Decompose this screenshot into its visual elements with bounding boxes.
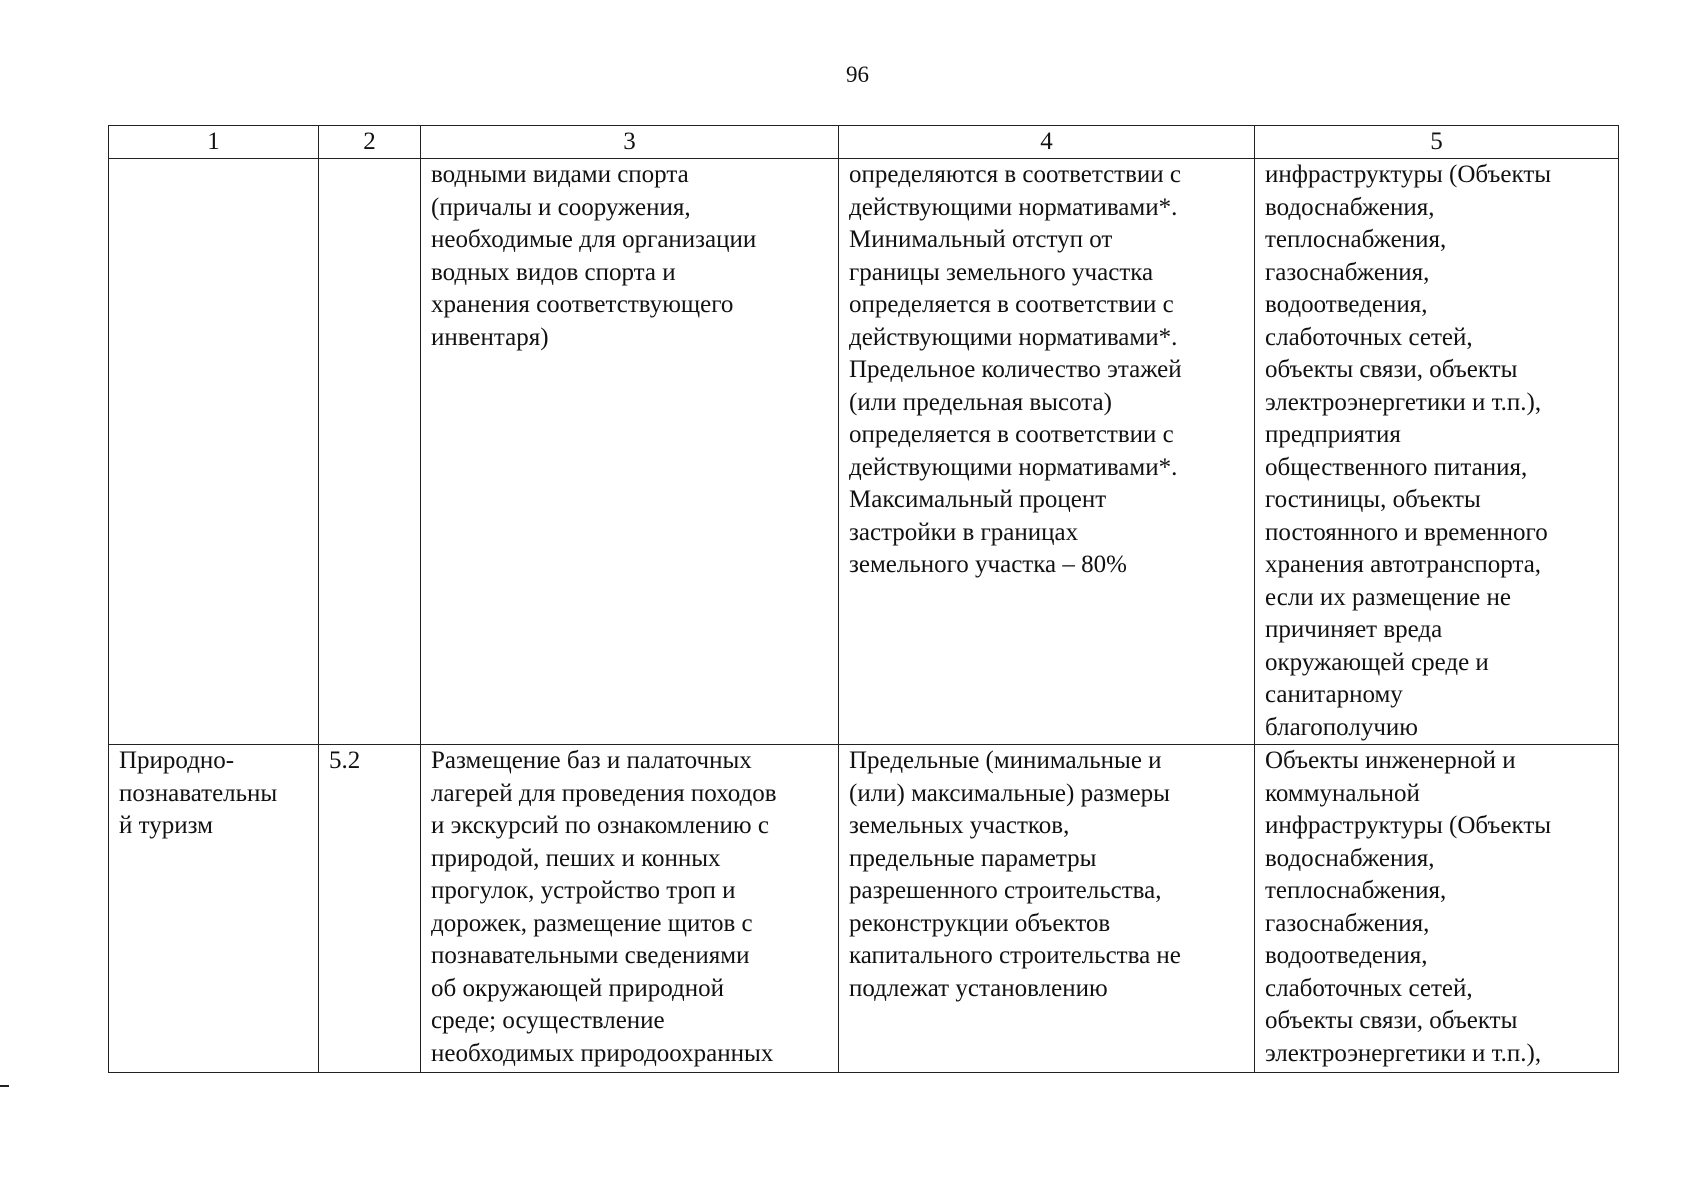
use-description-cell	[421, 745, 839, 1073]
parameters-cell	[839, 159, 1255, 745]
parameters-text: Предельные (минимальные и (или) максимальные) размеры земельных участков, предельные параметры разрешенного строительства, реконструкции объектов капитального строительства не подлежат установлению	[849, 747, 1181, 1002]
use-code-text: 5.2	[329, 747, 361, 774]
table-header-row	[109, 126, 1619, 159]
use-description-text: Размещение баз и палаточных лагерей для проведения походов и экскурсий по ознакомлению с природой, пеших и конных прогулок, устройство троп и дорожек, размещение щитов с познавательными сведениями об окружающей природной среде; осуществление необходимых природоохранных	[431, 747, 777, 1067]
use-name-cell	[109, 745, 319, 1073]
use-description-cell	[421, 159, 839, 745]
parameters-cell	[839, 745, 1255, 1073]
column-header-1: 1	[109, 126, 319, 159]
page-number: 96	[846, 62, 869, 87]
auxiliary-uses-text: инфраструктуры (Объекты водоснабжения, теплоснабжения, газоснабжения, водоотведения, слаботочных сетей, объекты связи, объекты электроэнергетики и т.п.), предприятия общественного питания, гостиницы, объекты постоянного и временного хранения автотранспорта, если их размещение не причиняет вреда окружающей среде и санитарному благополучию	[1265, 161, 1552, 741]
use-description-text: водными видами спорта (причалы и сооружения, необходимые для организации водных видов спорта и хранения соответствующего инвентаря)	[431, 161, 757, 351]
parameters-text: определяются в соответствии с действующими нормативами*. Минимальный отступ от границы земельного участка определяется в соответствии с действующими нормативами*. Предельное количество этажей (или предельная высота) определяется в соответствии с действующими нормативами*. Максимальный процент застройки в границах земельного участка – 80%	[849, 161, 1182, 578]
auxiliary-uses-cell	[1255, 745, 1619, 1073]
land-use-table	[108, 125, 1619, 1073]
table-row	[109, 745, 1619, 1073]
auxiliary-uses-cell	[1255, 159, 1619, 745]
use-code-cell	[319, 745, 421, 1073]
column-header-3: 3	[421, 126, 839, 159]
auxiliary-uses-text: Объекты инженерной и коммунальной инфраструктуры (Объекты водоснабжения, теплоснабжения, газоснабжения, водоотведения, слаботочных сетей, объекты связи, объекты электроэнергетики и т.п.),	[1265, 747, 1552, 1067]
table-row	[109, 159, 1619, 745]
column-header-5: 5	[1255, 126, 1619, 159]
use-name-text: Природно- познавательны й туризм	[119, 747, 278, 839]
column-header-4: 4	[839, 126, 1255, 159]
margin-mark	[0, 1085, 9, 1087]
column-header-2: 2	[319, 126, 421, 159]
use-code-cell	[319, 159, 421, 745]
use-name-cell	[109, 159, 319, 745]
